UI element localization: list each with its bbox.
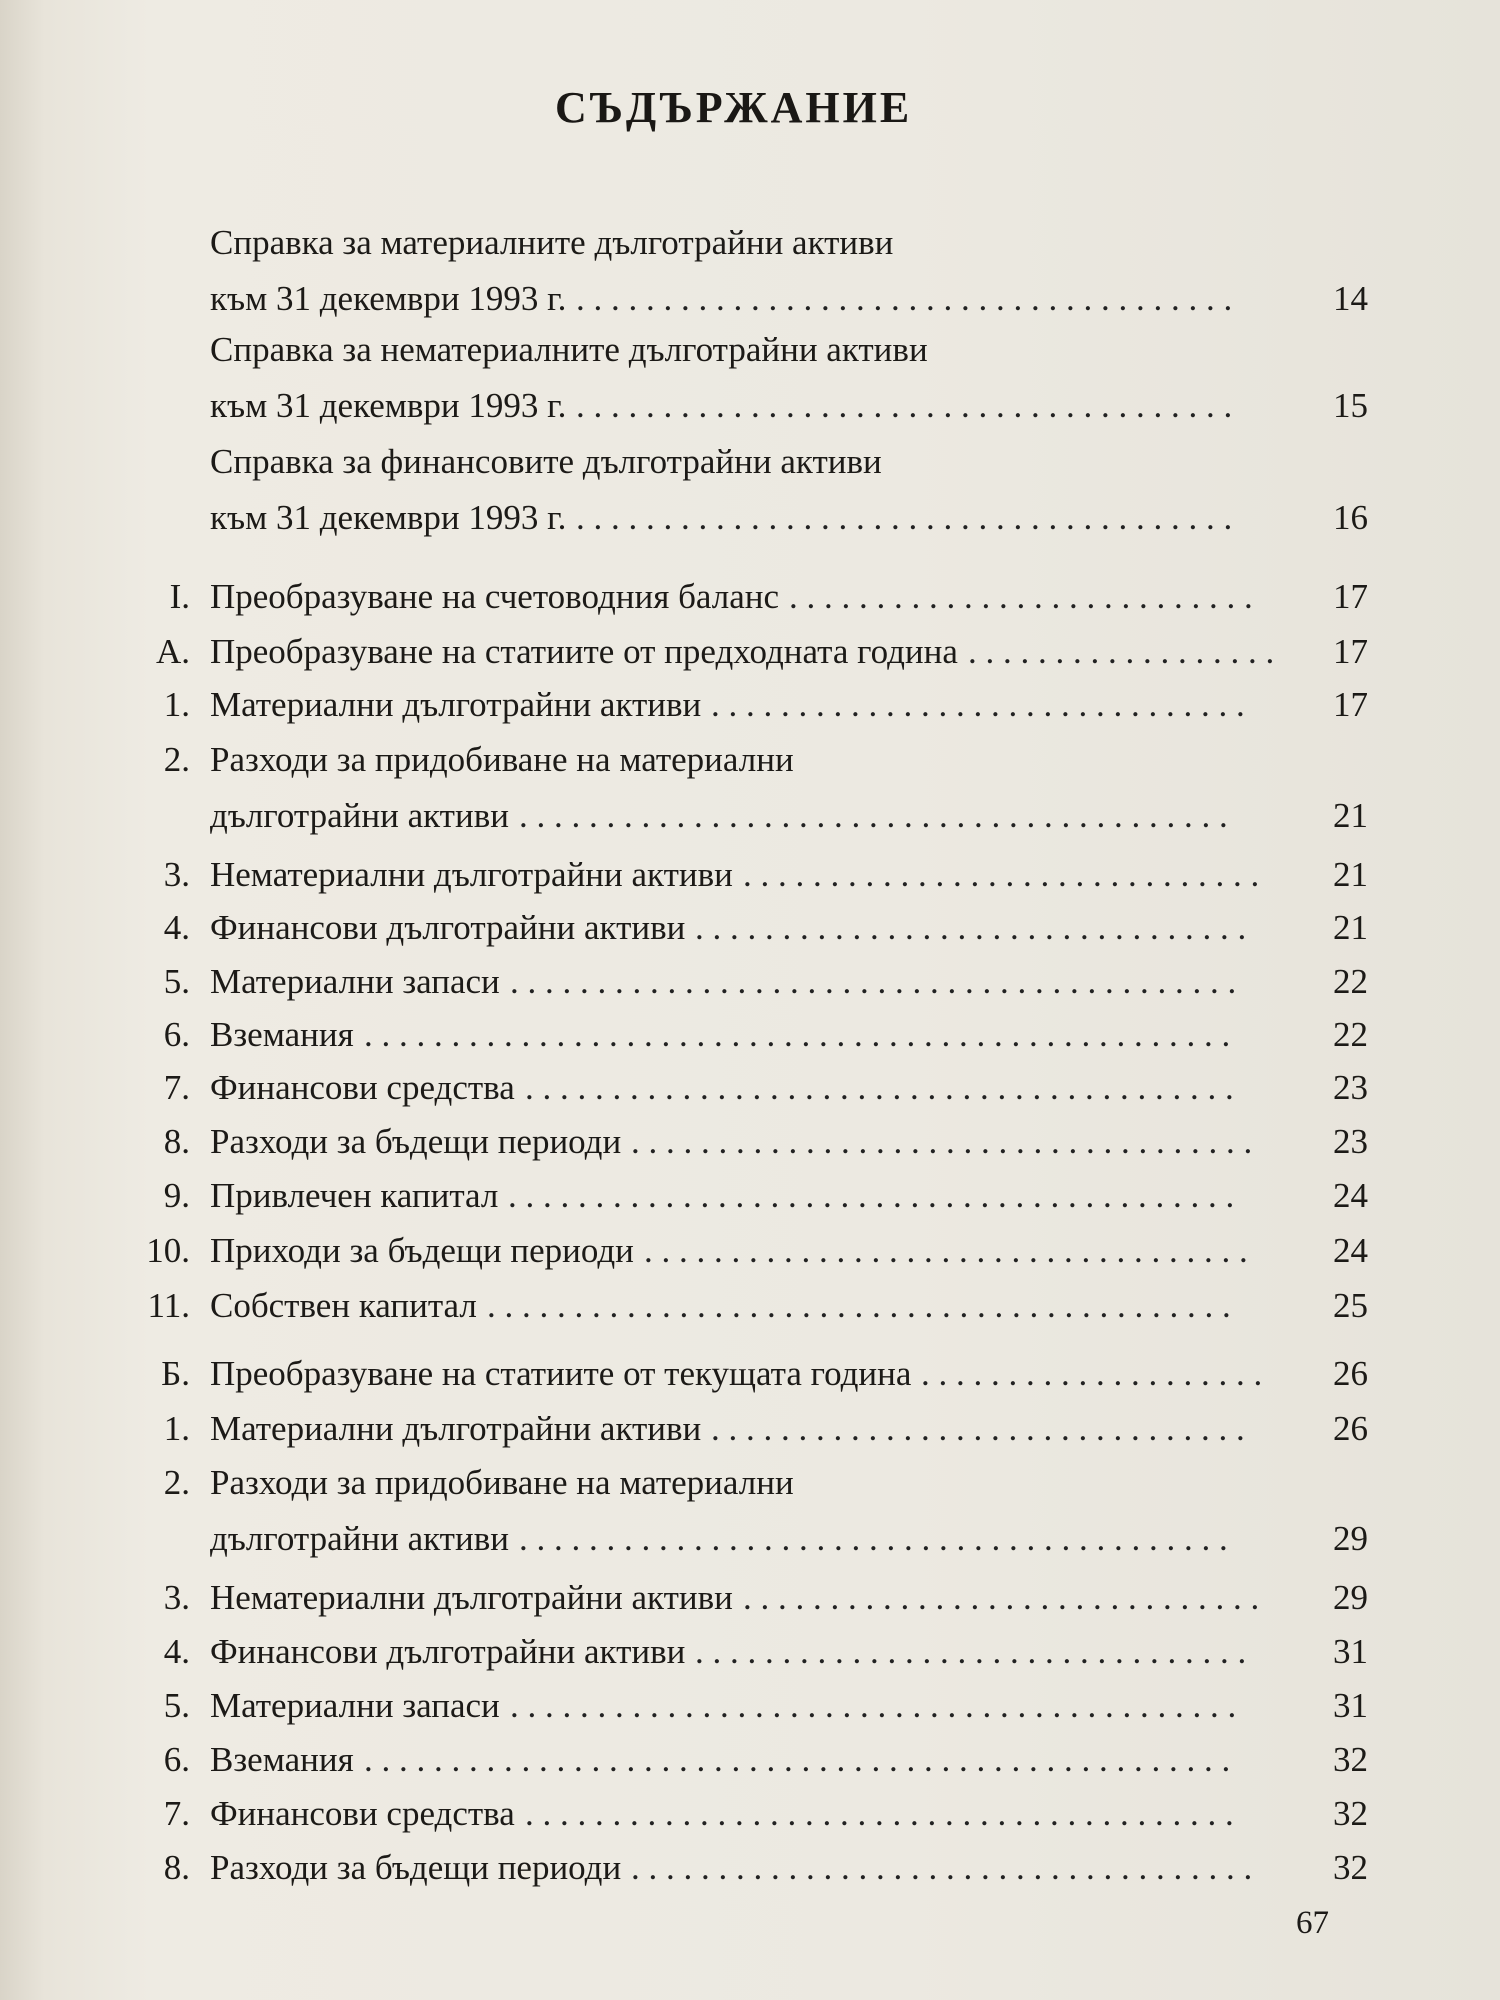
toc-entry-text: Разходи за бъдещи периоди [210,1122,622,1161]
dot-leader: . . . . . . . . . . . . . . . . . . . . . . . . . . . . . . . . [695,1632,1247,1671]
dot-leader: . . . . . . . . . . . . . . . . . . . . . . . . . . . . . . . . . . . . . . . . . [519,796,1228,835]
toc-entry-number: 7. [163,1068,190,1107]
toc-line [0,572,1500,622]
dot-leader: . . . . . . . . . . . . . . . . . . . . . . . . . . . . . . . . . . . . . . [576,498,1233,537]
toc-page-number: 24 [1333,1176,1368,1215]
page-number: 67 [1296,1905,1329,1941]
dot-leader: . . . . . . . . . . . . . . . . . . . . [921,1354,1263,1393]
toc-line [0,1404,1500,1454]
toc-entry-text: Разходи за бъдещи периоди [210,1848,622,1887]
toc-line [0,1458,1500,1508]
toc-entry-text: Разходи за придобиване на материални [210,740,794,779]
toc-line [0,1281,1500,1331]
toc-page-number: 17 [1333,632,1368,671]
toc-entry-number: 8. [163,1122,190,1161]
toc-line [0,274,1500,324]
toc-page-number: 29 [1333,1578,1368,1617]
toc-entry-number: 1. [163,1409,190,1448]
toc-line [0,325,1500,375]
toc-line [0,1171,1500,1221]
toc-entry-number: I. [169,577,190,616]
toc-entry-number: 10. [146,1231,190,1270]
toc-entry-text: Преобразуване на статиите от предходната година [210,632,958,671]
toc-entry-text: Собствен капитал [210,1286,477,1325]
toc-page-number: 21 [1333,855,1368,894]
toc-line [0,1735,1500,1785]
toc-page-number: 21 [1333,908,1368,947]
toc-entry-number: А. [155,632,190,671]
toc-page-number: 25 [1333,1286,1368,1325]
toc-page-number: 22 [1333,1015,1368,1054]
toc-page-number: 32 [1333,1740,1368,1779]
toc-page-number: 26 [1333,1409,1368,1448]
toc-entry-number: 4. [163,908,190,947]
dot-leader: . . . . . . . . . . . . . . . . . . . . . . . . . . . . . . . . [695,908,1247,947]
toc-line [0,1514,1500,1564]
toc-entry-text: дълготрайни активи [210,796,509,835]
dot-leader: . . . . . . . . . . . . . . . . . . . . . . . . . . . . . . . . . . . . . . . . . [525,1068,1234,1107]
dot-leader: . . . . . . . . . . . . . . . . . . . . . . . . . . . [789,577,1253,616]
toc-page-number: 22 [1333,962,1368,1001]
toc-line [0,1010,1500,1060]
toc-entry-text: Финансови дълготрайни активи [210,1632,686,1671]
toc-entry-text: Преобразуване на статиите от текущата година [210,1354,912,1393]
toc-line [0,1063,1500,1113]
dot-leader: . . . . . . . . . . . . . . . . . . . . . . . . . . . . . . . . . . . . . . . . . . . . . . . . . . [364,1015,1231,1054]
toc-entry-number: 5. [163,962,190,1001]
dot-leader: . . . . . . . . . . . . . . . . . . . . . . . . . . . . . . . . . . . [644,1231,1248,1270]
toc-entry-text: Материални дълготрайни активи [210,685,702,724]
toc-entry-number: 9. [163,1176,190,1215]
toc-page-number: 21 [1333,796,1368,835]
toc-line [0,381,1500,431]
toc-entry-text: Преобразуване на счетоводния баланс [210,577,779,616]
toc-page-number: 17 [1333,577,1368,616]
toc-line [0,957,1500,1007]
toc-page-number: 23 [1333,1122,1368,1161]
toc-entry-text: Материални запаси [210,1686,500,1725]
toc-entry-number: 5. [163,1686,190,1725]
toc-entry-number: 7. [163,1794,190,1833]
toc-entry-text: Справка за нематериалните дълготрайни активи [210,330,928,369]
toc-page-number: 24 [1333,1231,1368,1270]
toc-line [0,1627,1500,1677]
dot-leader: . . . . . . . . . . . . . . . . . . . . . . . . . . . . . . . . . . . . . . . . . . [510,1686,1237,1725]
toc-entry-text: Разходи за придобиване на материални [210,1463,794,1502]
toc-page-number: 32 [1333,1794,1368,1833]
toc-entry-text: Привлечен капитал [210,1176,499,1215]
toc-entry-text: Справка за финансовите дълготрайни активи [210,442,882,481]
toc-line [0,1681,1500,1731]
toc-page-number: 15 [1333,386,1368,425]
toc-line [0,1573,1500,1623]
toc-page-number: 23 [1333,1068,1368,1107]
toc-entry-text: към 31 декември 1993 г. [210,386,567,425]
dot-leader: . . . . . . . . . . . . . . . . . . . . . . . . . . . . . . . [711,685,1245,724]
toc-entry-text: към 31 декември 1993 г. [210,498,567,537]
dot-leader: . . . . . . . . . . . . . . . . . . [968,632,1275,671]
dot-leader: . . . . . . . . . . . . . . . . . . . . . . . . . . . . . . . . . . . . . . . . . [525,1794,1234,1833]
toc-page-number: 31 [1333,1632,1368,1671]
dot-leader: . . . . . . . . . . . . . . . . . . . . . . . . . . . . . . [743,1578,1260,1617]
dot-leader: . . . . . . . . . . . . . . . . . . . . . . . . . . . . . . . . . . . . . . [576,386,1233,425]
page-title: СЪДЪРЖАНИЕ [555,83,913,132]
toc-entry-number: Б. [161,1354,190,1393]
dot-leader: . . . . . . . . . . . . . . . . . . . . . . . . . . . . . . . [711,1409,1245,1448]
toc-entry-text: Вземания [210,1740,354,1779]
toc-entry-number: 2. [163,740,190,779]
toc-entry-text: Финансови средства [210,1794,515,1833]
toc-line [0,735,1500,785]
dot-leader: . . . . . . . . . . . . . . . . . . . . . . . . . . . . . . . . . . . . . . . . . . . . . . . . . . [364,1740,1231,1779]
toc-entry-text: Нематериални дълготрайни активи [210,855,733,894]
toc-line [0,218,1500,268]
toc-line [0,1349,1500,1399]
toc-entry-text: Материални дълготрайни активи [210,1409,702,1448]
dot-leader: . . . . . . . . . . . . . . . . . . . . . . . . . . . . . . . . . . . . . . [576,279,1233,318]
toc-entry-number: 2. [163,1463,190,1502]
toc-entry-number: 1. [163,685,190,724]
toc-entry-number: 6. [163,1740,190,1779]
toc-entry-number: 3. [163,1578,190,1617]
toc-entry-text: дълготрайни активи [210,1519,509,1558]
toc-entry-number: 6. [163,1015,190,1054]
toc-page-number: 31 [1333,1686,1368,1725]
toc-page-number: 32 [1333,1848,1368,1887]
toc-line [0,627,1500,677]
toc-entry-text: Финансови дълготрайни активи [210,908,686,947]
toc-entry-number: 4. [163,1632,190,1671]
toc-entry-text: Нематериални дълготрайни активи [210,1578,733,1617]
dot-leader: . . . . . . . . . . . . . . . . . . . . . . . . . . . . . . . . . . . . . . . . . . [508,1176,1235,1215]
dot-leader: . . . . . . . . . . . . . . . . . . . . . . . . . . . . . . . . . . . . . . . . . . . [487,1286,1231,1325]
toc-line [0,1226,1500,1276]
toc-line [0,850,1500,900]
toc-line [0,1789,1500,1839]
dot-leader: . . . . . . . . . . . . . . . . . . . . . . . . . . . . . . . . . . . . [631,1122,1253,1161]
toc-line [0,437,1500,487]
toc-page-number: 29 [1333,1519,1368,1558]
toc-entry-text: Вземания [210,1015,354,1054]
toc-entry-number: 8. [163,1848,190,1887]
toc-page-number: 26 [1333,1354,1368,1393]
toc-entry-text: Приходи за бъдещи периоди [210,1231,634,1270]
toc-line [0,903,1500,953]
dot-leader: . . . . . . . . . . . . . . . . . . . . . . . . . . . . . . . . . . . . . . . . . [519,1519,1228,1558]
toc-page-number: 17 [1333,685,1368,724]
toc-entry-number: 11. [147,1286,190,1325]
toc-line [0,493,1500,543]
dot-leader: . . . . . . . . . . . . . . . . . . . . . . . . . . . . . . . . . . . . . . . . . . [510,962,1237,1001]
toc-line [0,1843,1500,1893]
toc-page-number: 14 [1333,279,1368,318]
toc-line [0,1117,1500,1167]
dot-leader: . . . . . . . . . . . . . . . . . . . . . . . . . . . . . . . . . . . . [631,1848,1253,1887]
toc-page-number: 16 [1333,498,1368,537]
toc-line [0,791,1500,841]
toc-entry-number: 3. [163,855,190,894]
toc-entry-text: Справка за материалните дълготрайни активи [210,223,894,262]
toc-entry-text: към 31 декември 1993 г. [210,279,567,318]
toc-entry-text: Финансови средства [210,1068,515,1107]
dot-leader: . . . . . . . . . . . . . . . . . . . . . . . . . . . . . . [743,855,1260,894]
toc-line [0,680,1500,730]
toc-entry-text: Материални запаси [210,962,500,1001]
